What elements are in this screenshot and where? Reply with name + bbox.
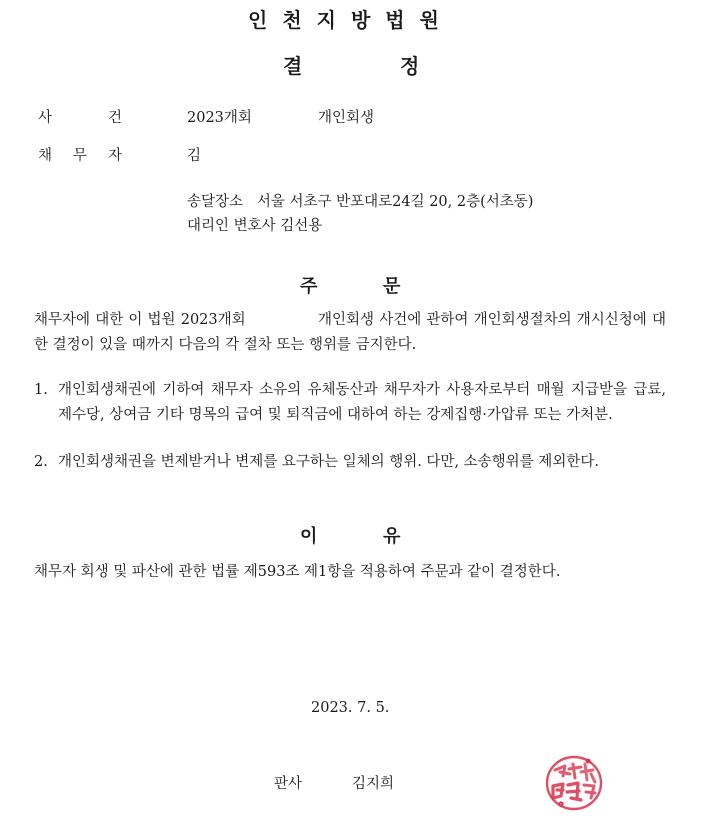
judge-title: 판사	[274, 776, 303, 792]
case-label-1: 사	[38, 110, 53, 126]
order-item-1-text: 개인회생채권에 기하여 채무자 소유의 유체동산과 채무자가 사용자로부터 매월 지급받을 급료, 제수당, 상여금 기타 명목의 급여 및 퇴직금에 대하여 하는 강제집행·가압류 또는 가처분.	[58, 382, 666, 423]
order-item-2-number: 2.	[34, 454, 48, 470]
reason-heading-left: 이	[300, 526, 318, 547]
court-seal-stamp	[541, 752, 607, 812]
decision-date: 2023. 7. 5.	[311, 700, 390, 716]
judge-name: 김지희	[352, 776, 395, 792]
reason-text: 채무자 회생 및 파산에 관한 법률 제593조 제1항을 적용하여 주문과 같이 결정한다.	[34, 564, 561, 580]
order-item-2-text: 개인회생채권을 변제받거나 변제를 요구하는 일체의 행위. 다만, 소송행위를 제외한다.	[58, 454, 599, 470]
order-heading-right: 문	[383, 276, 401, 297]
debtor-label-2: 무	[73, 148, 88, 164]
order-heading-left: 주	[300, 276, 318, 297]
court-name: 인천지방법원	[248, 8, 454, 32]
order-item-2	[34, 450, 666, 475]
legal-agent: 대리인 변호사 김선용	[187, 218, 323, 234]
debtor-name: 김	[187, 148, 202, 164]
order-item-1-number: 1.	[34, 382, 48, 398]
case-type: 개인회생	[318, 110, 375, 126]
doc-title-right: 정	[400, 54, 420, 78]
case-number: 2023개회	[187, 110, 252, 126]
reason-heading-right: 유	[383, 526, 401, 547]
doc-title-left: 결	[283, 54, 303, 78]
order-item-1	[34, 378, 666, 428]
debtor-label-3: 자	[108, 148, 123, 164]
case-label-2: 건	[108, 110, 123, 126]
order-intro: 채무자에 대한 이 법원 2023개회 개인회생 사건에 관하여 개인회생절차의 개시신청에 대한 결정이 있을 때까지 다음의 각 절차 또는 행위를 금지한다.	[34, 312, 666, 353]
debtor-label-1: 채	[38, 148, 53, 164]
service-address: 송달장소 서울 서초구 반포대로24길 20, 2층(서초동)	[187, 194, 534, 210]
